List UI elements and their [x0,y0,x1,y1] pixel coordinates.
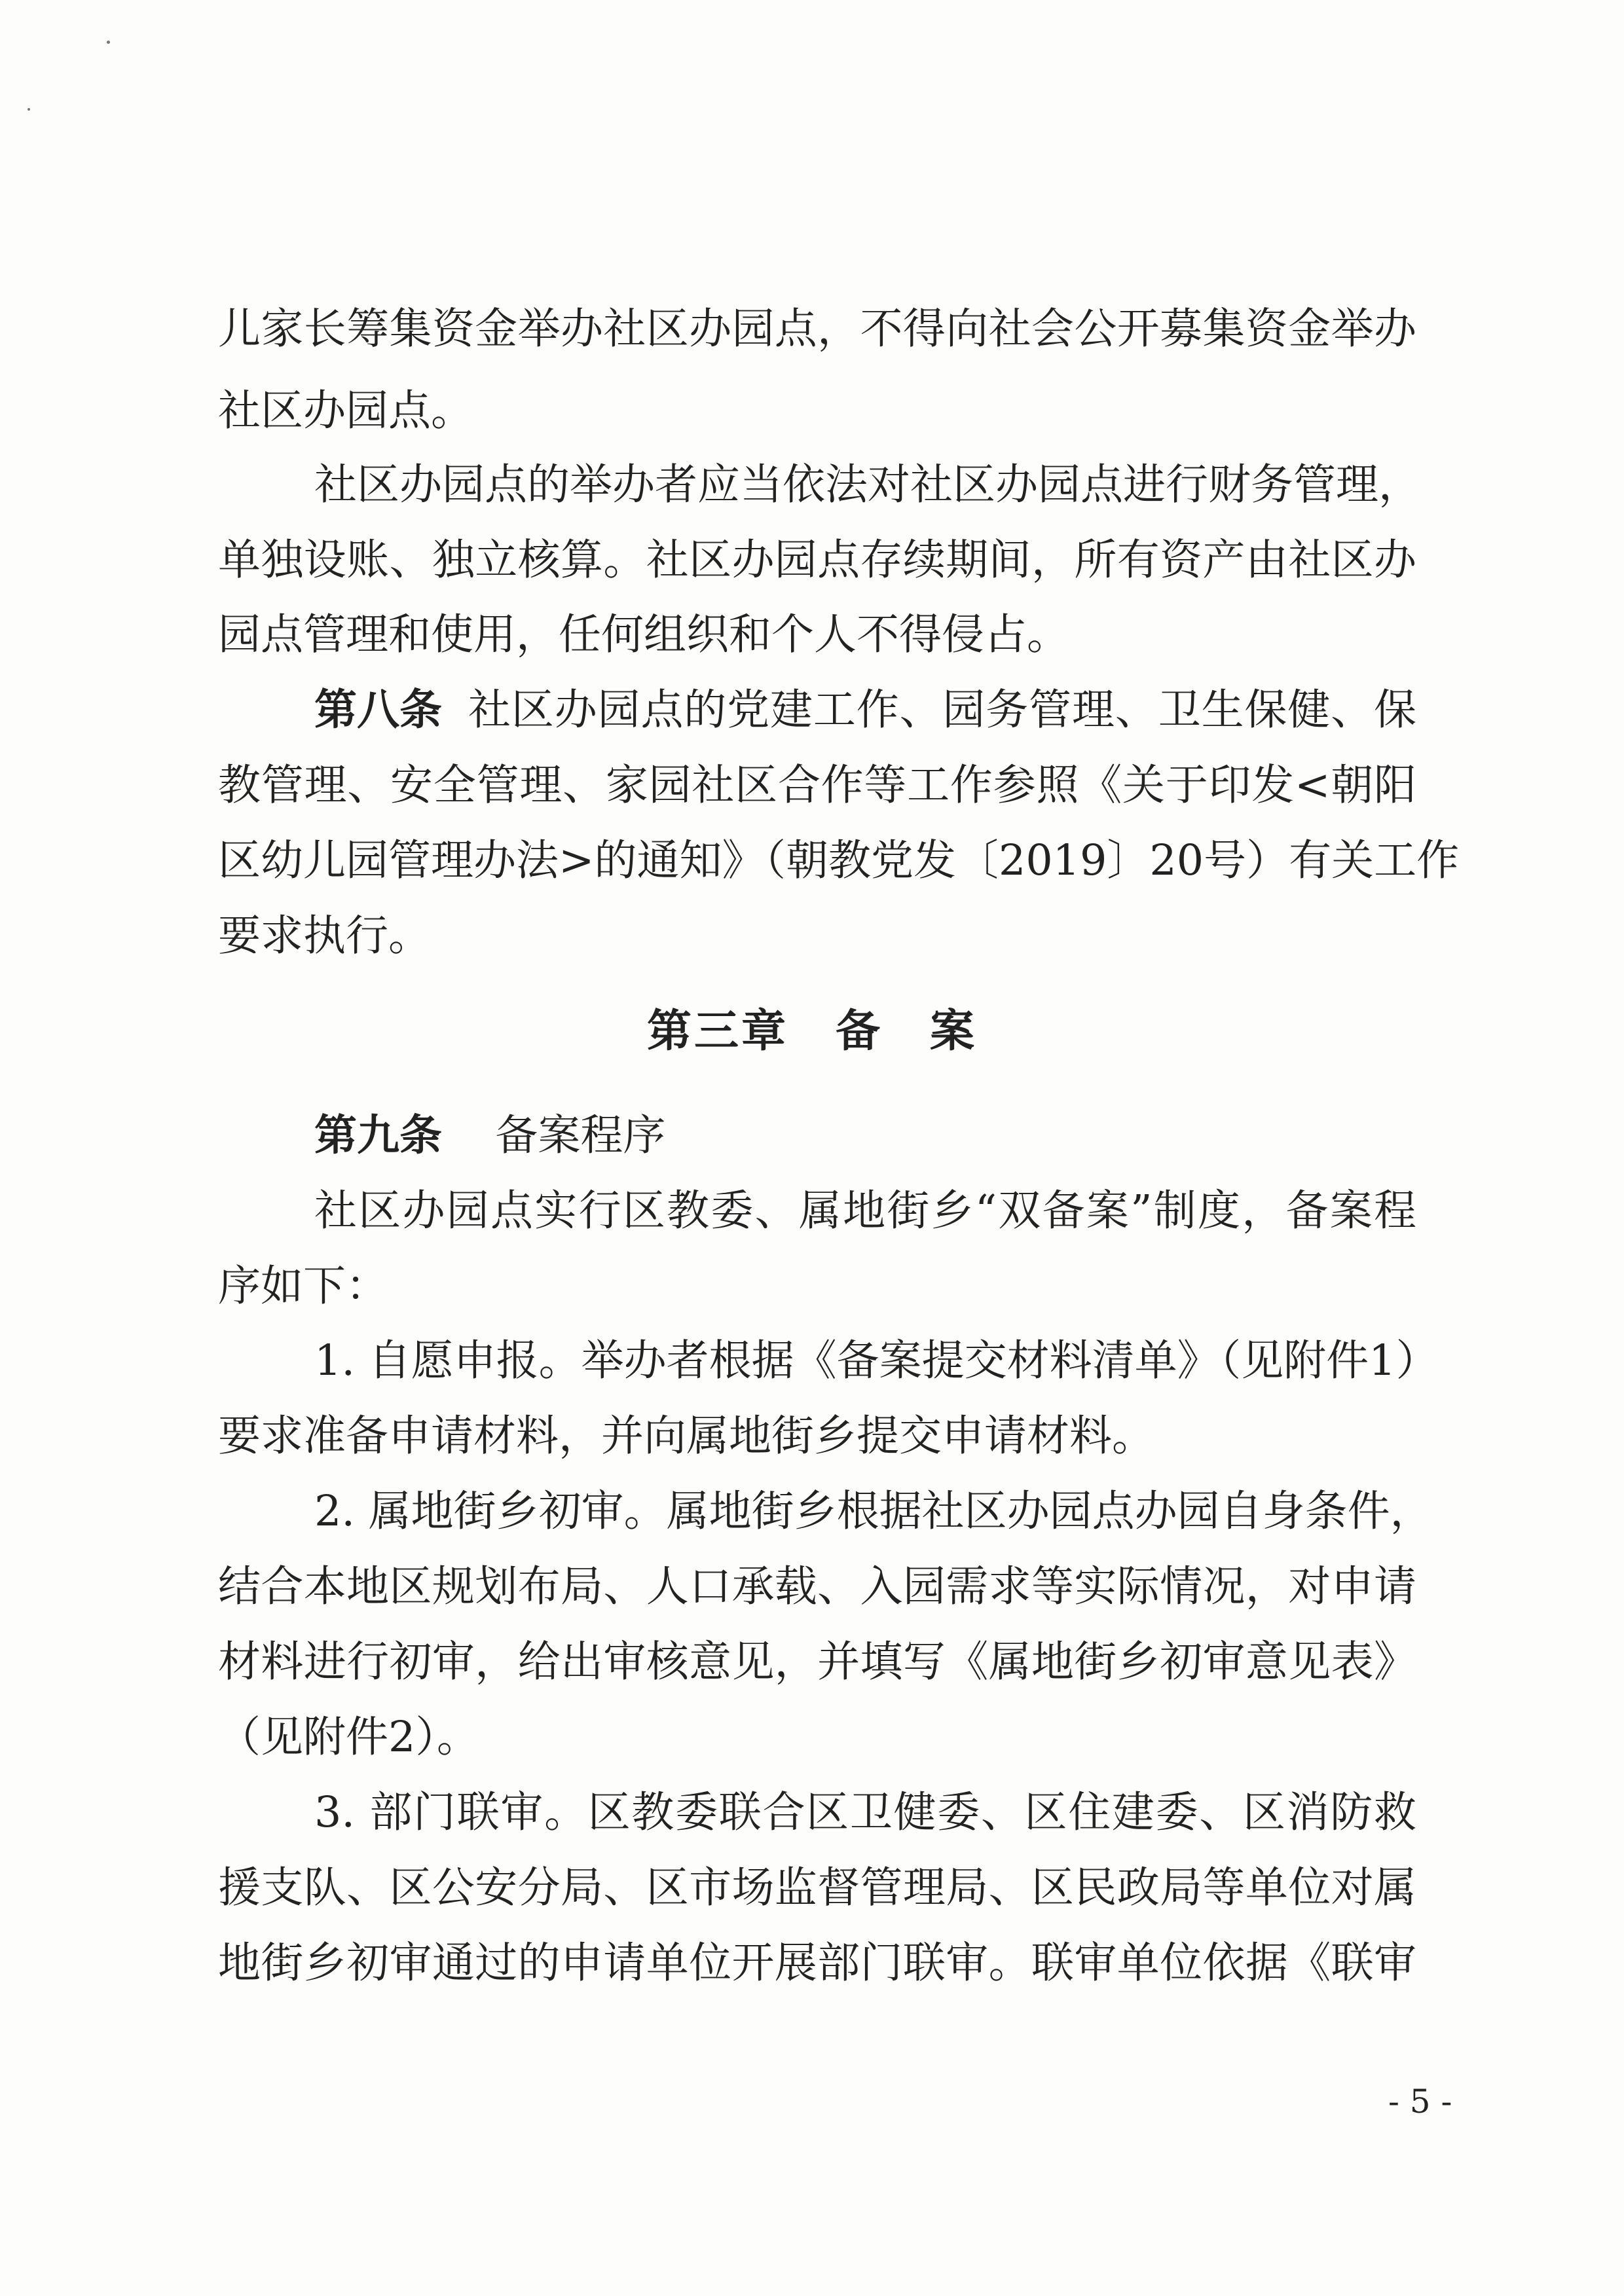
body-line: 1. 自愿申报。举办者根据《备案提交材料清单》（见附件1） [314,1336,1439,1385]
body-line: 社区办园点。 [218,386,474,435]
body-line: 单独设账、独立核算。社区办园点存续期间，所有资产由社区办 [218,536,1416,585]
article-8-first-line [314,685,1416,735]
body-line: 材料进行初审，给出审核意见，并填写《属地街乡初审意见表》 [218,1637,1416,1686]
body-line: 结合本地区规划布局、人口承载、入园需求等实际情况，对申请 [218,1562,1416,1611]
body-line: 3. 部门联审。区教委联合区卫健委、区住建委、区消防救 [314,1788,1416,1837]
body-line: 援支队、区公安分局、区市场监督管理局、区民政局等单位对属 [218,1863,1416,1912]
body-line: 儿家长筹集资金举办社区办园点，不得向社会公开募集资金举办 [218,304,1416,354]
body-line: 社区办园点的党建工作、园务管理、卫生保健、保 [468,685,1416,735]
article-8-heading: 第八条 [314,685,443,735]
article-9-heading: 第九条 [314,1111,443,1160]
body-line: 要求准备申请材料，并向属地街乡提交申请材料。 [218,1412,1155,1461]
scan-speck [28,108,30,111]
chapter-title: 第三章 备 案 [646,1006,977,1057]
body-line: 教管理、安全管理、家园社区合作等工作参照《关于印发<朝阳 [218,761,1416,810]
body-line: 区幼儿园管理办法>的通知》（朝教党发〔2019〕20号）有关工作 [218,836,1460,885]
page-number: - 5 - [1388,2083,1452,2121]
body-line: 2. 属地街乡初审。属地街乡根据社区办园点办园自身条件， [314,1487,1433,1536]
body-line: 地街乡初审通过的申请单位开展部门联审。联审单位依据《联审 [218,1939,1416,1988]
article-9-heading-line [314,1111,666,1160]
body-line: 社区办园点的举办者应当依法对社区办园点进行财务管理， [314,460,1422,509]
body-line: 序如下： [218,1262,389,1311]
body-line: （见附件2）。 [218,1713,479,1762]
body-line: 要求执行。 [218,911,432,960]
article-9-title: 备案程序 [495,1111,666,1160]
body-line: 园点管理和使用，任何组织和个人不得侵占。 [218,610,1070,659]
scan-speck [107,41,110,44]
body-line: 社区办园点实行区教委、属地街乡“双备案”制度，备案程 [314,1186,1416,1235]
